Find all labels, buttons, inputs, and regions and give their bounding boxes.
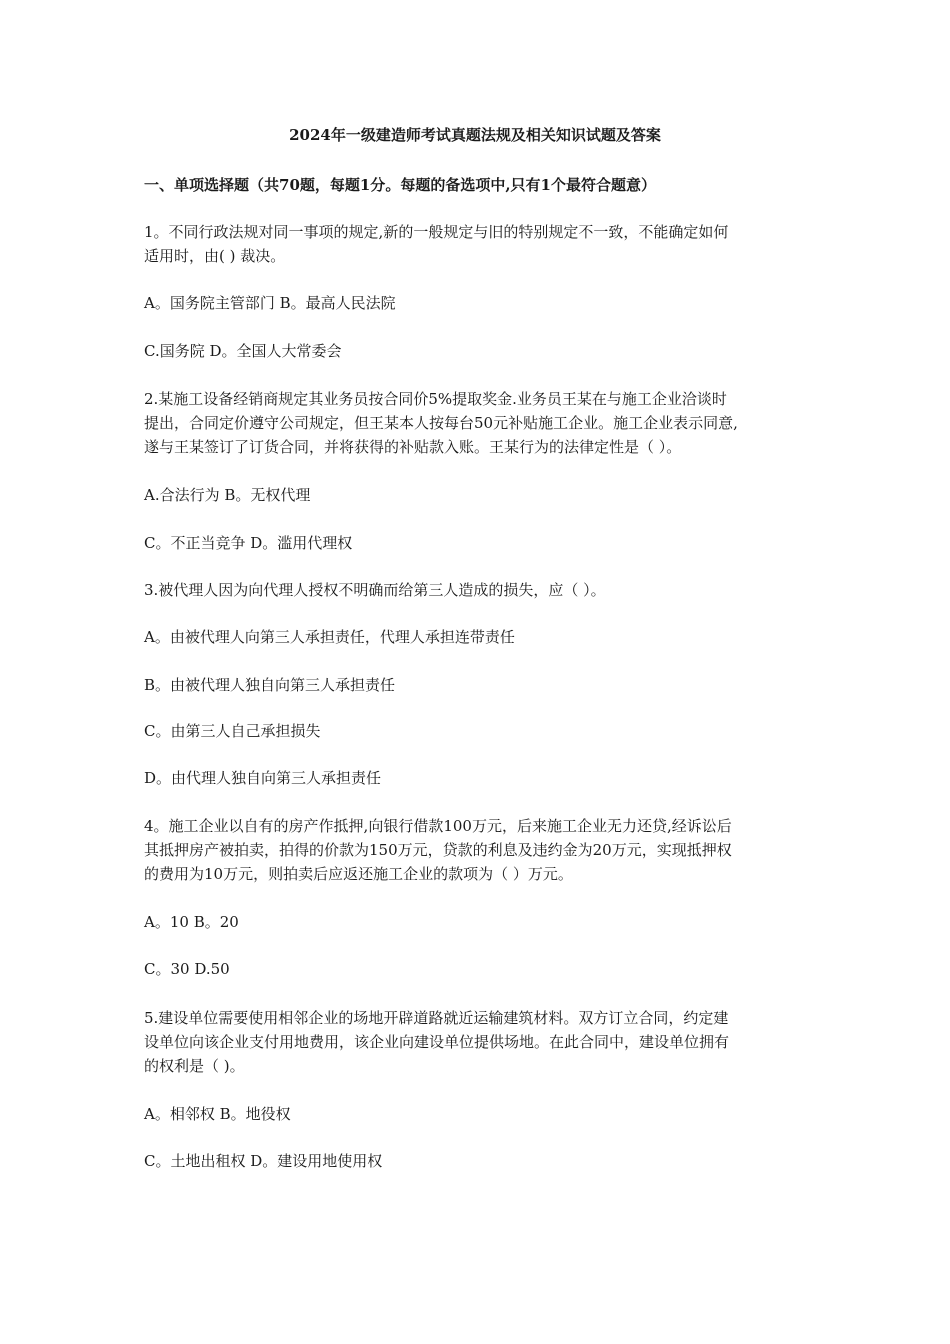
section-heading: 一、单项选择题（共70题，每题1分。每题的备选项中,只有1个最符合题意） xyxy=(144,176,656,194)
question-2-line-1: 2.某施工设备经销商规定其业务员按合同价5%提取奖金.业务员王某在与施工企业洽谈时 xyxy=(144,390,727,408)
question-3 xyxy=(144,578,814,602)
question-1-line-2: 适用时，由( ) 裁决。 xyxy=(144,247,286,265)
question-4-options-ab: A。10 B。20 xyxy=(144,913,239,931)
question-3-option-c: C。由第三人自己承担损失 xyxy=(144,722,321,740)
question-1-line-1: 1。不同行政法规对同一事项的规定,新的一般规定与旧的特别规定不一致，不能确定如何 xyxy=(144,223,729,241)
question-1-options-ab: A。国务院主管部门 B。最高人民法院 xyxy=(144,294,396,312)
question-2-line-2: 提出，合同定价遵守公司规定，但王某本人按每台50元补贴施工企业。施工企业表示同意, xyxy=(144,414,738,432)
question-2 xyxy=(144,387,814,459)
question-1-options-cd: C.国务院 D。全国人大常委会 xyxy=(144,342,342,360)
question-2-options-cd: C。不正当竞争 D。滥用代理权 xyxy=(144,534,353,552)
question-4-line-3: 的费用为10万元，则拍卖后应返还施工企业的款项为（ ）万元。 xyxy=(144,865,573,883)
question-2-options-ab: A.合法行为 B。无权代理 xyxy=(144,486,311,504)
question-4 xyxy=(144,814,814,886)
question-5-line-2: 设单位向该企业支付用地费用，该企业向建设单位提供场地。在此合同中，建设单位拥有 xyxy=(144,1033,730,1051)
question-2-line-3: 遂与王某签订了订货合同，并将获得的补贴款入账。王某行为的法律定性是（ ）。 xyxy=(144,438,682,456)
question-1 xyxy=(144,220,814,268)
document-title: 2024年一级建造师考试真题法规及相关知识试题及答案 xyxy=(289,126,661,144)
question-5 xyxy=(144,1006,814,1078)
question-3-line-1: 3.被代理人因为向代理人授权不明确而给第三人造成的损失，应（ ）。 xyxy=(144,581,606,599)
question-5-options-ab: A。相邻权 B。地役权 xyxy=(144,1105,291,1123)
question-3-option-a: A。由被代理人向第三人承担责任，代理人承担连带责任 xyxy=(144,628,515,646)
question-5-line-3: 的权利是（ )。 xyxy=(144,1057,245,1075)
question-5-options-cd: C。土地出租权 D。建设用地使用权 xyxy=(144,1152,383,1170)
question-4-line-1: 4。施工企业以自有的房产作抵押,向银行借款100万元，后来施工企业无力还贷,经诉讼后 xyxy=(144,817,732,835)
question-4-line-2: 其抵押房产被拍卖，拍得的价款为150万元，贷款的利息及违约金为20万元，实现抵押权 xyxy=(144,841,732,859)
question-4-options-cd: C。30 D.50 xyxy=(144,960,230,978)
question-5-line-1: 5.建设单位需要使用相邻企业的场地开辟道路就近运输建筑材料。双方订立合同，约定建 xyxy=(144,1009,729,1027)
question-3-option-b: B。由被代理人独自向第三人承担责任 xyxy=(144,676,396,694)
question-3-option-d: D。由代理人独自向第三人承担责任 xyxy=(144,769,382,787)
